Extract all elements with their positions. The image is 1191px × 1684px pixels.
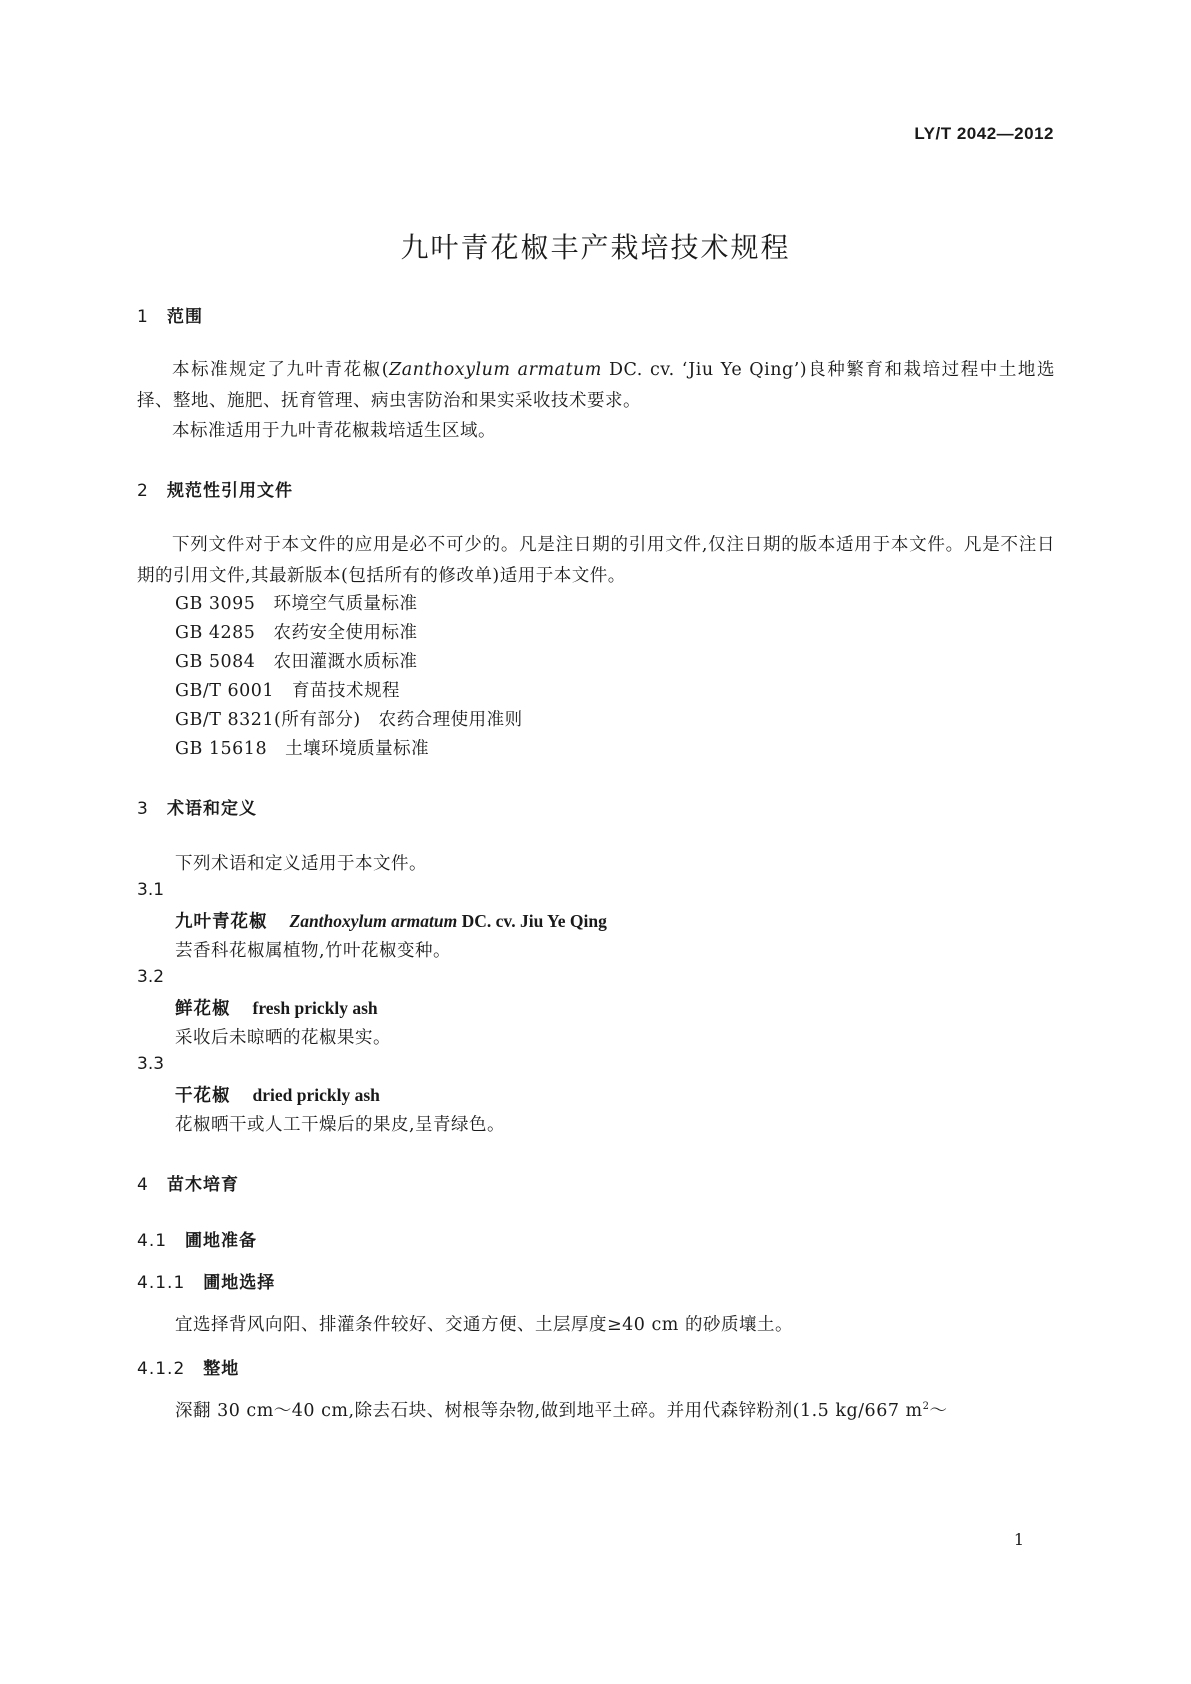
subsection-title: 圃地准备: [185, 1231, 258, 1251]
text-run: ～: [929, 1401, 948, 1421]
reference-item: GB 5084 农田灌溉水质标准: [175, 652, 418, 672]
term-cn: 鲜花椒: [175, 999, 231, 1019]
standard-code: LY/T 2042—2012: [914, 124, 1054, 143]
reference-item: GB/T 6001 育苗技术规程: [175, 681, 401, 701]
term-cn: 九叶青花椒: [175, 912, 268, 932]
reference-item: GB 3095 环境空气质量标准: [175, 594, 418, 614]
reference-item: GB/T 8321(所有部分) 农药合理使用准则: [175, 710, 523, 730]
latin-name: Zanthoxylum armatum: [389, 360, 602, 380]
subsection-number: 4.1.1: [137, 1273, 186, 1293]
term-number: 3.3: [137, 1054, 165, 1074]
section-1-heading: [137, 302, 203, 327]
section-number: 4: [137, 1175, 149, 1195]
reference-item: GB 15618 土壤环境质量标准: [175, 739, 430, 759]
subsection-title: 圃地选择: [203, 1273, 276, 1293]
subsection-4-1-1-heading: [137, 1268, 275, 1293]
term-en: dried prickly ash: [252, 1085, 380, 1105]
text-run: DC. cv. ‘Jiu Ye Qing’)良种繁育和栽培过程中土地选择、整地、施肥、抚育管理、病虫害防治和果实采收技术要求。: [137, 360, 1056, 411]
section-4-heading: [137, 1170, 239, 1195]
section-2-paragraph-1: 下列文件对于本文件的应用是必不可少的。凡是注日期的引用文件,仅注日期的版本适用于本文件。凡是不注日期的引用文件,其最新版本(包括所有的修改单)适用于本文件。: [137, 535, 1055, 586]
subsection-number: 4.1.2: [137, 1359, 186, 1379]
term-en: fresh prickly ash: [252, 998, 378, 1018]
subsection-4-1-2-paragraph: [175, 1397, 948, 1422]
term-definition: 花椒晒干或人工干燥后的果皮,呈青绿色。: [175, 1115, 506, 1135]
section-1-paragraph-2: 本标准适用于九叶青花椒栽培适生区域。: [172, 421, 496, 441]
reference-item: GB 4285 农药安全使用标准: [175, 623, 418, 643]
subsection-4-1-1-paragraph: 宜选择背风向阳、排灌条件较好、交通方便、土层厚度≥40 cm 的砂质壤土。: [175, 1315, 793, 1335]
section-3-intro: 下列术语和定义适用于本文件。: [175, 854, 427, 874]
term-definition: 采收后未晾晒的花椒果实。: [175, 1028, 391, 1048]
subsection-number: 4.1: [137, 1231, 168, 1251]
section-title: 苗木培育: [167, 1175, 239, 1195]
text-run: 本标准规定了九叶青花椒(: [172, 360, 390, 380]
section-title: 规范性引用文件: [167, 481, 293, 501]
section-number: 1: [137, 307, 149, 327]
page-number: 1: [1013, 1530, 1024, 1549]
section-title: 术语和定义: [167, 799, 257, 819]
term-en: DC. cv. Jiu Ye Qing: [457, 911, 607, 931]
term-name: [175, 995, 378, 1020]
term-cn: 干花椒: [175, 1086, 231, 1106]
section-1-paragraph-1: [137, 355, 1055, 417]
subsection-4-1-heading: [137, 1226, 257, 1251]
section-number: 3: [137, 799, 149, 819]
term-number: 3.1: [137, 880, 165, 900]
section-title: 范围: [167, 307, 203, 327]
subsection-4-1-2-heading: [137, 1354, 239, 1379]
superscript: 2: [922, 1401, 930, 1413]
section-3-heading: [137, 794, 257, 819]
document-title: 九叶青花椒丰产栽培技术规程: [400, 231, 791, 264]
section-number: 2: [137, 481, 149, 501]
term-name: [175, 1082, 380, 1107]
term-number: 3.2: [137, 967, 165, 987]
subsection-title: 整地: [203, 1359, 240, 1379]
term-definition: 芸香科花椒属植物,竹叶花椒变种。: [175, 941, 452, 961]
section-2-heading: [137, 476, 293, 501]
text-run: 深翻 30 cm～40 cm,除去石块、树根等杂物,做到地平土碎。并用代森锌粉剂(1.5 kg/667 m: [175, 1401, 923, 1421]
term-en-italic: Zanthoxylum armatum: [289, 911, 458, 931]
term-name: [175, 908, 607, 933]
